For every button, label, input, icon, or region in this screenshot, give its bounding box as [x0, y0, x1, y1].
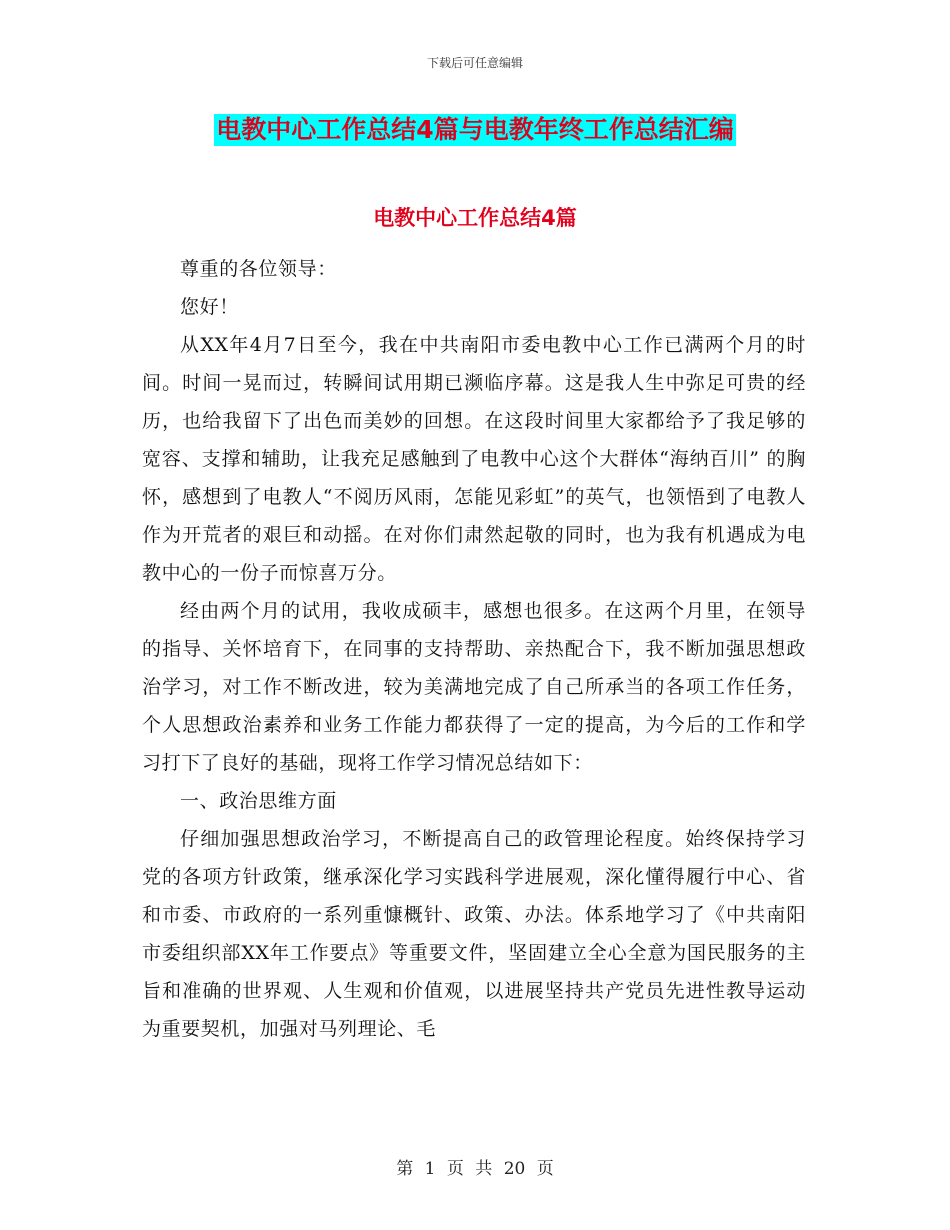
main-title-container — [0, 114, 950, 146]
greeting: 您好！ — [180, 296, 239, 318]
page-footer: 第 1 页 共 20 页 — [396, 1159, 554, 1179]
header-note: 下载后可任意编辑 — [426, 56, 523, 70]
section-title: 电教中心工作总结4篇 — [373, 206, 577, 230]
section-heading: 一、政治思维方面 — [180, 790, 337, 812]
body-text — [142, 250, 806, 1048]
salutation: 尊重的各位领导： — [180, 258, 337, 280]
main-title: 电教中心工作总结4篇与电教年终工作总结汇编 — [216, 115, 734, 144]
paragraph: 仔细加强思想政治学习，不断提高自己的政管理论程度。始终保持学习党的各项方针政策，继承深化学习实践科学进展观，深化懂得履行中心、省和市委、市政府的一系列重慷概针、政策、办法。体系地学习了《中共南阳市委组织部XX年工作要点》等重要文件，坚固建立全心全意为国民服务的主旨和准确的世界观、人生观和价值观，以进展坚持共产党员先进性教导运动为重要契机，加强对马列理论、毛 — [142, 828, 806, 1040]
paragraph: 经由两个月的试用，我收成硕丰，感想也很多。在这两个月里，在领导的指导、关怀培育下，在同事的支持帮助、亲热配合下，我不断加强思想政治学习，对工作不断改进，较为美满地完成了自己所承当的各项工作任务，个人思想政治素养和业务工作能力都获得了一定的提高，为今后的工作和学习打下了良好的基础，现将工作学习情况总结如下： — [142, 600, 806, 774]
paragraph: 从XX年4月7日至今，我在中共南阳市委电教中心工作已满两个月的时间。时间一晃而过，转瞬间试用期已濒临序幕。这是我人生中弥足可贵的经历，也给我留下了出色而美妙的回想。在这段时间里大家都给予了我足够的宽容、支撑和辅助，让我充足感触到了电教中心这个大群体“海纳百川” 的胸怀，感想到了电教人“不阅历风雨，怎能见彩虹”的英气，也领悟到了电教人作为开荒者的艰巨和动摇。在对你们肃然起敬的同时，也为我有机遇成为电教中心的一份子而惊喜万分。 — [142, 334, 806, 584]
